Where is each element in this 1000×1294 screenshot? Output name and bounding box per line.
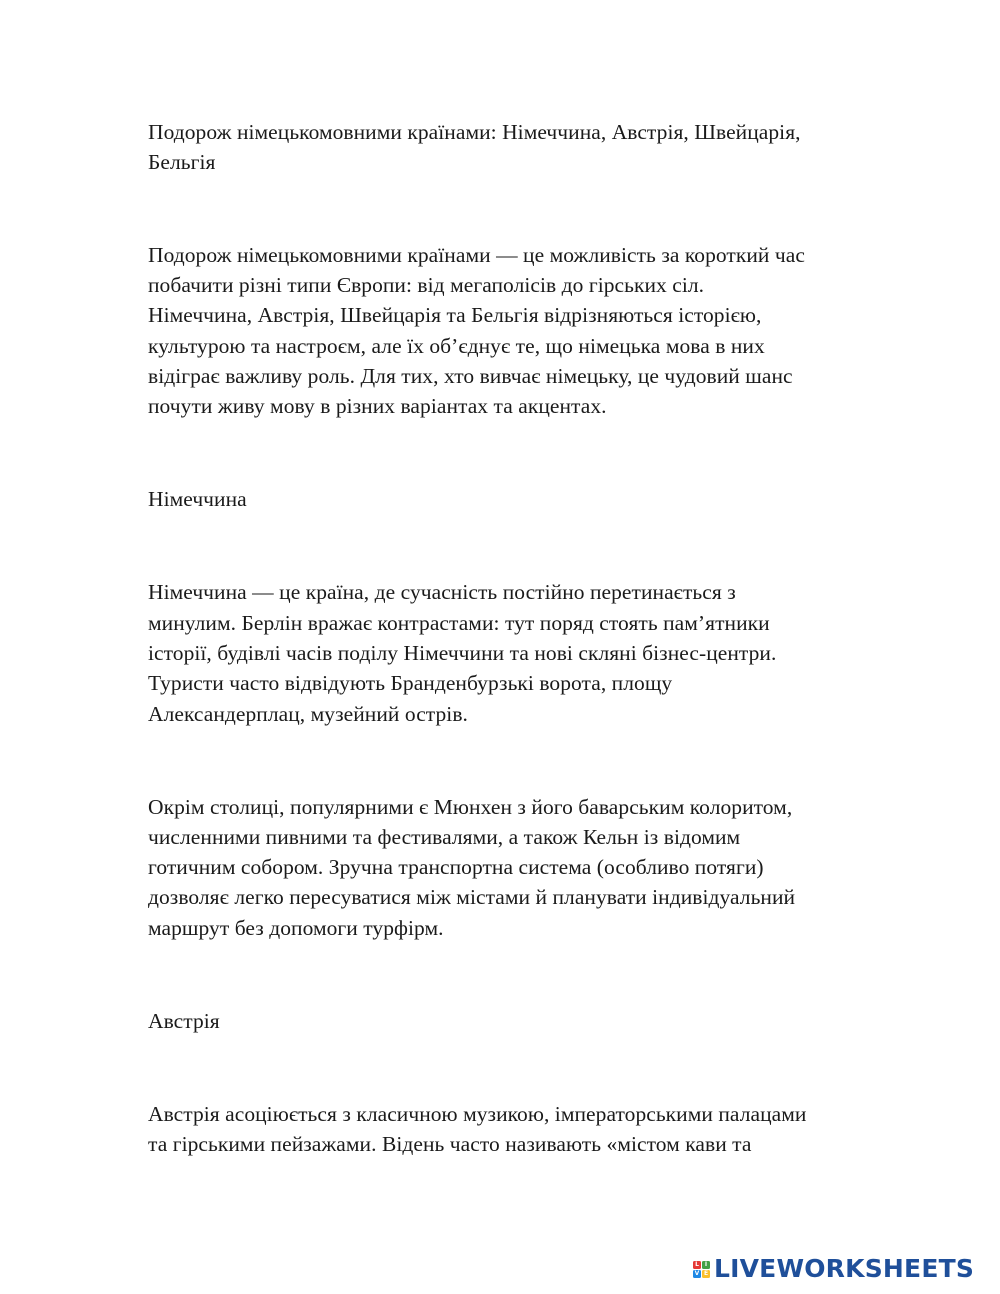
logo-mark-letter: I: [702, 1261, 710, 1269]
intro-paragraph-line: почути живу мову в різних варіантах та акцентах.: [148, 394, 607, 418]
austria-paragraph-1-line: Австрія асоціюється з класичною музикою, імператорськими палацами: [148, 1102, 807, 1126]
section-heading-austria: Австрія: [148, 1009, 220, 1033]
germany-paragraph-2-line: маршрут без допомоги турфірм.: [148, 916, 444, 940]
germany-paragraph-2-line: Окрім столиці, популярними є Мюнхен з його баварським колоритом,: [148, 795, 793, 819]
germany-paragraph-1-line: минулим. Берлін вражає контрастами: тут поряд стоять пам’ятники: [148, 611, 770, 635]
intro-paragraph-line: відіграє важливу роль. Для тих, хто вивчає німецьку, це чудовий шанс: [148, 364, 793, 388]
austria-paragraph-1-line: та гірськими пейзажами. Відень часто називають «містом кави та: [148, 1132, 752, 1156]
liveworksheets-logo: [693, 1254, 974, 1284]
germany-paragraph-1-line: історії, будівлі часів поділу Німеччини та нові скляні бізнес-центри.: [148, 641, 777, 665]
liveworksheets-wordmark: LIVEWORKSHEETS: [714, 1254, 975, 1283]
germany-paragraph-1-line: Туристи часто відвідують Бранденбурзькі ворота, площу: [148, 671, 673, 695]
germany-paragraph-2-line: численними пивними та фестивалями, а також Кельн із відомим: [148, 825, 741, 849]
liveworksheets-mark-icon: [693, 1261, 710, 1278]
intro-paragraph-line: Німеччина, Австрія, Швейцарія та Бельгія відрізняються історією,: [148, 303, 762, 327]
logo-mark-letter: E: [703, 1269, 709, 1277]
intro-paragraph-line: побачити різні типи Європи: від мегаполісів до гірських сіл.: [148, 273, 705, 297]
germany-paragraph-1-line: Александерплац, музейний острів.: [148, 702, 468, 726]
germany-paragraph-2-line: дозволяє легко пересуватися між містами й планувати індивідуальний: [148, 885, 796, 909]
logo-mark-letter: V: [694, 1269, 700, 1277]
document-title-line-1: Подорож німецькомовними країнами: Німеччина, Австрія, Швейцарія,: [148, 120, 801, 144]
germany-paragraph-1-line: Німеччина — це країна, де сучасність постійно перетинається з: [148, 580, 736, 604]
document-title-line-2: Бельгія: [148, 150, 216, 174]
logo-mark-letter: L: [693, 1261, 701, 1269]
germany-paragraph-2-line: готичним собором. Зручна транспортна система (особливо потяги): [148, 855, 764, 879]
section-heading-germany: Німеччина: [148, 487, 247, 511]
intro-paragraph-line: культурою та настроєм, але їх об’єднує те, що німецька мова в них: [148, 334, 765, 358]
intro-paragraph-line: Подорож німецькомовними країнами — це можливість за короткий час: [148, 243, 805, 267]
